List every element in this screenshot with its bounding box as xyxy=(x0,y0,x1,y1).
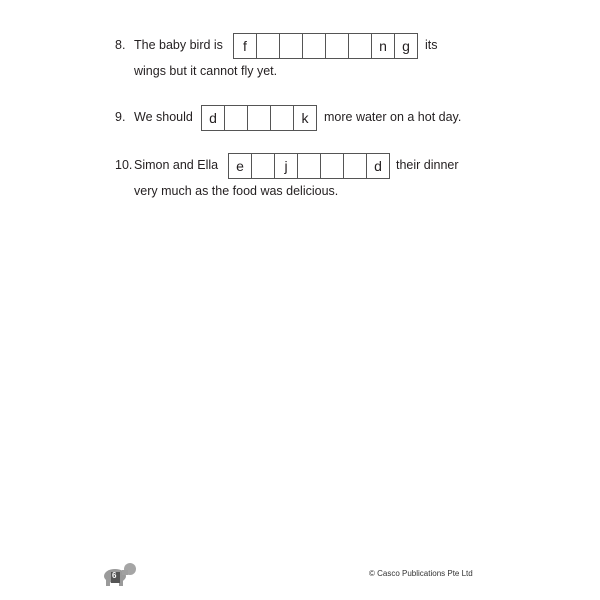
question-number: 8. xyxy=(115,38,126,52)
question-text-after: more water on a hot day. xyxy=(324,110,462,124)
letter-boxes xyxy=(201,105,317,131)
letter-box: d xyxy=(374,158,382,174)
letter-box[interactable] xyxy=(349,34,372,58)
letter-box[interactable] xyxy=(248,106,271,130)
letter-box[interactable] xyxy=(225,106,248,130)
question-text-before: Simon and Ella xyxy=(134,158,219,172)
question-number: 10. xyxy=(115,158,133,172)
question-text-before: The baby bird is xyxy=(134,38,223,52)
letter-box[interactable] xyxy=(344,154,367,178)
question-text-after: its xyxy=(425,38,438,52)
letter-box[interactable] xyxy=(321,154,344,178)
question-text-before: We should xyxy=(134,110,193,124)
letter-box[interactable] xyxy=(280,34,303,58)
letter-boxes xyxy=(228,153,390,179)
copyright-text: © Casco Publications Pte Ltd xyxy=(369,569,473,578)
letter-box: j xyxy=(275,154,298,178)
letter-box[interactable] xyxy=(303,34,326,58)
question-text-after: their dinner xyxy=(396,158,459,172)
letter-box[interactable] xyxy=(271,106,294,130)
letter-box: e xyxy=(229,154,252,178)
letter-box[interactable] xyxy=(298,154,321,178)
turtle-icon xyxy=(100,560,140,588)
letter-box: g xyxy=(402,38,410,54)
letter-box[interactable] xyxy=(252,154,275,178)
question-text-line2: wings but it cannot fly yet. xyxy=(134,64,278,78)
letter-box: d xyxy=(202,106,225,130)
letter-box: n xyxy=(372,34,395,58)
letter-boxes xyxy=(233,33,418,59)
question-number: 9. xyxy=(115,110,126,124)
letter-box: f xyxy=(234,34,257,58)
letter-box: k xyxy=(301,110,309,126)
question-text-line2: very much as the food was delicious. xyxy=(134,184,339,198)
letter-box[interactable] xyxy=(257,34,280,58)
page-number: 6 xyxy=(112,571,117,580)
letter-box[interactable] xyxy=(326,34,349,58)
